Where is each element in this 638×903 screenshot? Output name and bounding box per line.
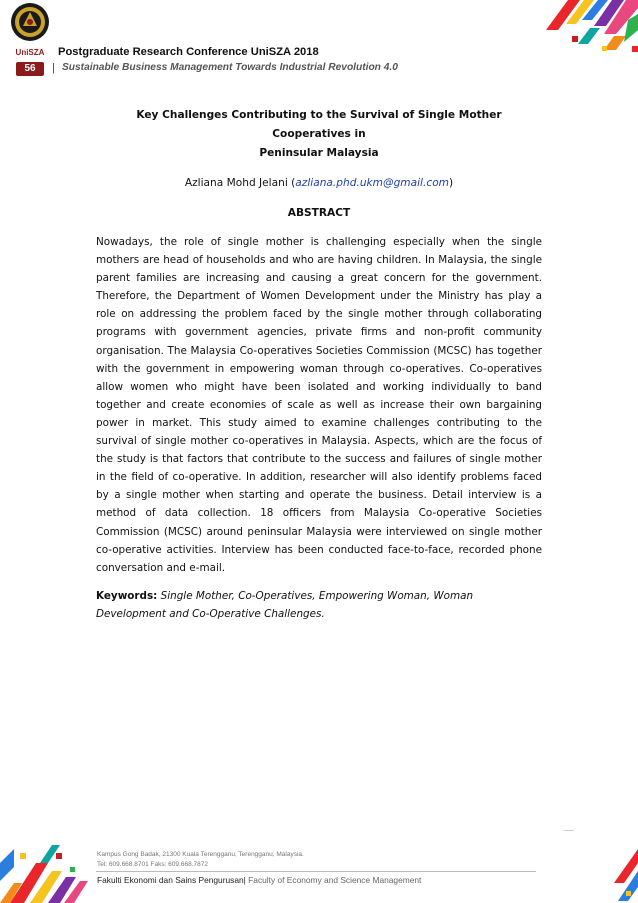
faculty-malay: Fakulti Ekonomi dan Sains Pengurusan [97, 875, 244, 885]
footer-address [97, 850, 304, 870]
unisza-logo [8, 0, 52, 62]
keywords-list: Single Mother, Co-Operatives, Empowering Woman, Woman Development and Co-Operative Challenges. [96, 589, 474, 621]
decorative-stripes-bottom [0, 823, 90, 903]
logo-text: UniSZA [15, 48, 45, 57]
decorative-stripes-corner [602, 843, 638, 903]
divider [564, 830, 574, 831]
author-name: Azliana Mohd Jelani ( [184, 177, 296, 189]
keywords [96, 587, 542, 624]
paper-content [96, 106, 542, 624]
paper-title [96, 106, 542, 163]
footer-address-line-1: Kampus Gong Badak, 21300 Kuala Terengganu, Terengganu, Malaysia. [97, 851, 304, 858]
footer-address-line-2: Tel: 609.668.8701 Faks: 609.668.7872 [97, 861, 208, 868]
author-email-link[interactable]: azliana.phd.ukm@gmail.com [295, 177, 449, 189]
abstract-text: Nowadays, the role of single mother is challenging especially when the single mothers are head of households and who are having children. In Malaysia, the single parent families are increasing and causing a great concern for the government. Therefore, the Department of Women Development under the Ministry has play a role on addressing the problem faced by the single mother through collaborating programs with government agencies, private firms and non-profit community organisation. The Malaysia Co-operatives Societies Commission (MCSC) has together with the government in empowering woman through co-operatives. Co-operatives allow women who might have been isolated and working individually to band together and create economies of scale as well as increase their own bargaining power in market. This study aimed to examine challenges contributing to the survival of single mother co-operatives in Malaysia. Aspects, which are the focus of the study is that factors that contribute to the success and failures of single mother in the field of co-operative. In addition, researcher will also identify problems faced by a single mother when starting and operate the business. Detail interview is a method of data collection. 18 officers from Malaysia Co-operative Societies Commission (MCSC) around peninsular Malaysia were interviewed on single mother co-operative activities. Interview has been conducted face-to-face, recorded phone conversation and e-mail. [96, 236, 542, 574]
page-number-badge: 56 [16, 62, 44, 76]
footer-faculty [97, 875, 421, 885]
abstract-heading: ABSTRACT [287, 207, 351, 219]
author-line [96, 175, 542, 191]
faculty-separator: | [243, 875, 246, 885]
footer-divider [96, 871, 536, 872]
paper-title-line-2: Peninsular Malaysia [259, 147, 379, 159]
faculty-english: Faculty of Economy and Science Management [245, 875, 422, 885]
conference-title: Postgraduate Research Conference UniSZA 2018 [58, 46, 319, 58]
decorative-stripes-top [528, 0, 638, 60]
header-separator: | [52, 62, 55, 74]
author-close: ) [449, 177, 454, 189]
paper-title-line-1: Key Challenges Contributing to the Survival of Single Mother Cooperatives in [136, 109, 502, 140]
conference-subtitle: Sustainable Business Management Towards Industrial Revolution 4.0 [62, 62, 398, 73]
keywords-label: Keywords: [96, 589, 158, 602]
